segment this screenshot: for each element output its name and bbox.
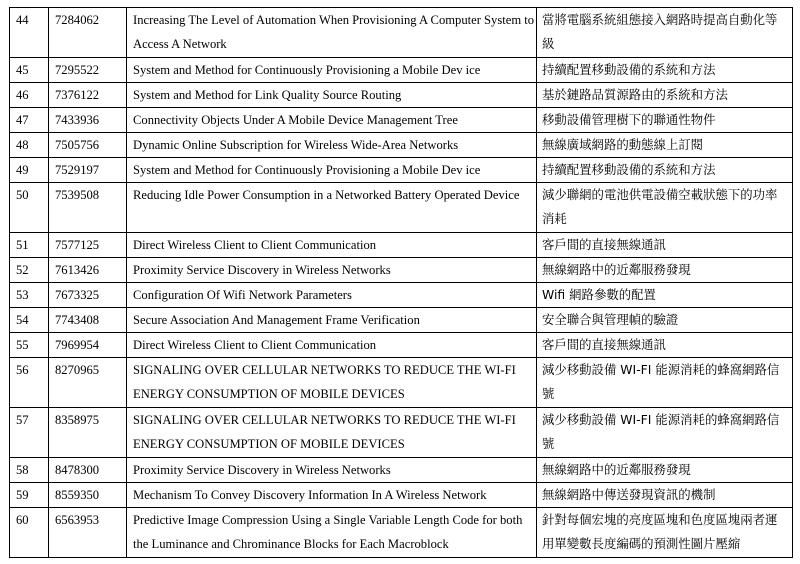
patent-number: 7673325 <box>49 283 127 308</box>
table-row <box>10 508 793 558</box>
title-english: Proximity Service Discovery in Wireless Networks <box>127 458 537 483</box>
patent-number: 7284062 <box>49 8 127 58</box>
row-number: 57 <box>10 408 49 458</box>
table-row <box>10 283 793 308</box>
table-row <box>10 183 793 233</box>
table-row <box>10 308 793 333</box>
patent-number: 8270965 <box>49 358 127 408</box>
table-row <box>10 458 793 483</box>
row-number: 53 <box>10 283 49 308</box>
patent-number: 7743408 <box>49 308 127 333</box>
title-chinese: 減少聯網的電池供電設備空載狀態下的功率消耗 <box>537 183 793 233</box>
patent-number: 8478300 <box>49 458 127 483</box>
row-number: 55 <box>10 333 49 358</box>
table-row <box>10 258 793 283</box>
patent-number: 8358975 <box>49 408 127 458</box>
title-english: Configuration Of Wifi Network Parameters <box>127 283 537 308</box>
row-number: 58 <box>10 458 49 483</box>
title-english: Direct Wireless Client to Client Communication <box>127 233 537 258</box>
patent-number: 7613426 <box>49 258 127 283</box>
patent-number: 7577125 <box>49 233 127 258</box>
patent-number: 7505756 <box>49 133 127 158</box>
title-chinese: 基於鏈路品質源路由的系統和方法 <box>537 83 793 108</box>
patent-table <box>9 7 793 558</box>
title-chinese: 當將電腦系統組態接入網路時提高自動化等級 <box>537 8 793 58</box>
table-row <box>10 108 793 133</box>
title-english: Proximity Service Discovery in Wireless Networks <box>127 258 537 283</box>
title-chinese: 無線網路中的近鄰服務發現 <box>537 458 793 483</box>
row-number: 52 <box>10 258 49 283</box>
patent-number: 7529197 <box>49 158 127 183</box>
patent-number: 7433936 <box>49 108 127 133</box>
title-chinese: 減少移動設備 WI-FI 能源消耗的蜂窩網路信號 <box>537 408 793 458</box>
table-row <box>10 483 793 508</box>
patent-table-body <box>10 8 793 558</box>
title-english: Connectivity Objects Under A Mobile Device Management Tree <box>127 108 537 133</box>
patent-number: 7376122 <box>49 83 127 108</box>
patent-number: 7295522 <box>49 58 127 83</box>
title-chinese: 針對每個宏塊的亮度區塊和色度區塊兩者運用單變數長度編碼的預測性圖片壓縮 <box>537 508 793 558</box>
row-number: 50 <box>10 183 49 233</box>
title-chinese: 持續配置移動設備的系統和方法 <box>537 58 793 83</box>
table-row <box>10 158 793 183</box>
title-english: Mechanism To Convey Discovery Information In A Wireless Network <box>127 483 537 508</box>
table-row <box>10 333 793 358</box>
row-number: 51 <box>10 233 49 258</box>
row-number: 49 <box>10 158 49 183</box>
title-chinese: 客戶間的直接無線通訊 <box>537 233 793 258</box>
title-english: System and Method for Continuously Provisioning a Mobile Dev ice <box>127 58 537 83</box>
patent-number: 7539508 <box>49 183 127 233</box>
patent-number: 6563953 <box>49 508 127 558</box>
title-english: System and Method for Link Quality Source Routing <box>127 83 537 108</box>
title-chinese: 持續配置移動設備的系統和方法 <box>537 158 793 183</box>
row-number: 59 <box>10 483 49 508</box>
row-number: 46 <box>10 83 49 108</box>
title-chinese: Wifi 網路參數的配置 <box>537 283 793 308</box>
row-number: 44 <box>10 8 49 58</box>
table-row <box>10 58 793 83</box>
title-english: SIGNALING OVER CELLULAR NETWORKS TO REDUCE THE WI-FI ENERGY CONSUMPTION OF MOBILE DEVICES <box>127 358 537 408</box>
patent-number: 7969954 <box>49 333 127 358</box>
row-number: 60 <box>10 508 49 558</box>
row-number: 47 <box>10 108 49 133</box>
title-english: Dynamic Online Subscription for Wireless Wide-Area Networks <box>127 133 537 158</box>
row-number: 48 <box>10 133 49 158</box>
title-chinese: 移動設備管理樹下的聯通性物件 <box>537 108 793 133</box>
table-row <box>10 358 793 408</box>
row-number: 56 <box>10 358 49 408</box>
table-row <box>10 83 793 108</box>
title-english: SIGNALING OVER CELLULAR NETWORKS TO REDUCE THE WI-FI ENERGY CONSUMPTION OF MOBILE DEVICES <box>127 408 537 458</box>
title-chinese: 客戶間的直接無線通訊 <box>537 333 793 358</box>
table-row <box>10 133 793 158</box>
title-chinese: 無線網路中的近鄰服務發現 <box>537 258 793 283</box>
table-row <box>10 408 793 458</box>
table-row <box>10 233 793 258</box>
title-chinese: 無線網路中傳送發現資訊的機制 <box>537 483 793 508</box>
row-number: 54 <box>10 308 49 333</box>
title-chinese: 無線廣域網路的動態線上訂閱 <box>537 133 793 158</box>
patent-number: 8559350 <box>49 483 127 508</box>
row-number: 45 <box>10 58 49 83</box>
title-english: System and Method for Continuously Provisioning a Mobile Dev ice <box>127 158 537 183</box>
title-english: Secure Association And Management Frame Verification <box>127 308 537 333</box>
title-chinese: 減少移動設備 WI-FI 能源消耗的蜂窩網路信號 <box>537 358 793 408</box>
title-english: Direct Wireless Client to Client Communication <box>127 333 537 358</box>
table-row <box>10 8 793 58</box>
title-chinese: 安全聯合與管理幀的驗證 <box>537 308 793 333</box>
title-english: Increasing The Level of Automation When Provisioning A Computer System to Access A Network <box>127 8 537 58</box>
title-english: Predictive Image Compression Using a Single Variable Length Code for both the Luminance and Chrominance Blocks for Each Macroblock <box>127 508 537 558</box>
title-english: Reducing Idle Power Consumption in a Networked Battery Operated Device <box>127 183 537 233</box>
